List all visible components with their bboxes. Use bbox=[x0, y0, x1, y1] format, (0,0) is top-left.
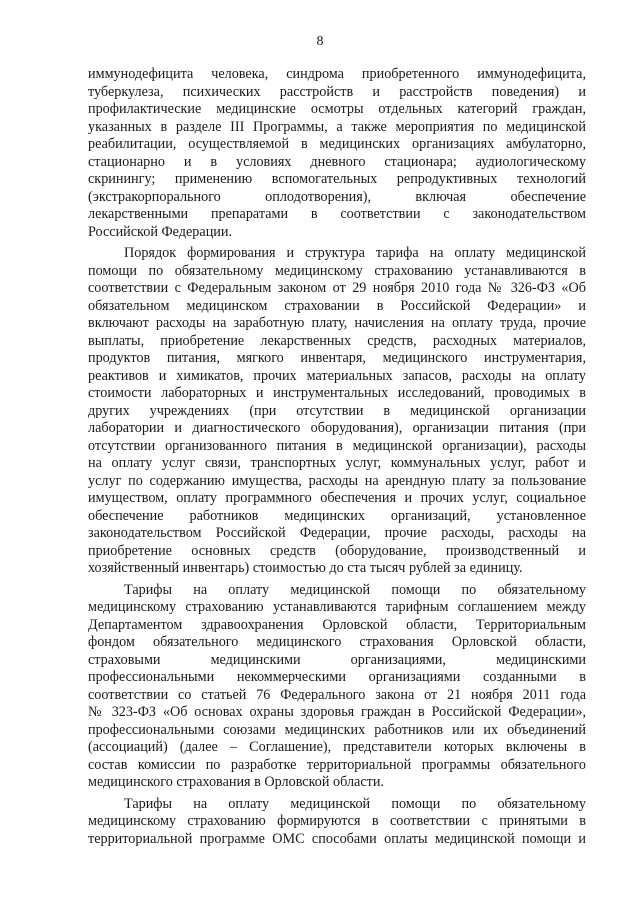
paragraph-1 bbox=[88, 66, 586, 241]
text-line: продуктов питания, мягкого инвентаря, медицинского инструментария, bbox=[88, 350, 586, 366]
text-line: состав комиссии по разработке территориальной программы обязательного bbox=[88, 756, 586, 773]
text-line: медицинскому страхованию устанавливаются тарифным соглашением между bbox=[88, 599, 586, 615]
text-line: стационарно и в условиях дневного стационара; аудиологическому bbox=[88, 153, 586, 170]
text-line: соответствии с Федеральным законом от 29 ноября 2010 года № 326-ФЗ «Об bbox=[88, 280, 586, 296]
text-line: помощи по обязательному медицинскому страхованию устанавливаются в bbox=[88, 262, 586, 279]
paragraph-2 bbox=[88, 245, 586, 578]
text-line: выплаты, приобретение лекарственных средств, расходных материалов, bbox=[88, 332, 586, 349]
text-line: Тарифы на оплату медицинской помощи по обязательному bbox=[124, 581, 586, 598]
text-line: услуг по содержанию имущества, расходы на арендную плату за пользование bbox=[88, 472, 586, 489]
paragraph-3 bbox=[88, 582, 586, 792]
text-line: скринингу; применению вспомогательных репродуктивных технологий bbox=[88, 171, 586, 187]
text-line: обязательном медицинском страховании в Российской Федерации» и bbox=[88, 297, 586, 314]
text-line: профилактические медицинские осмотры отдельных категорий граждан, bbox=[88, 101, 586, 117]
text-line: медицинского страхования в Орловской области. bbox=[88, 774, 384, 790]
text-line: Тарифы на оплату медицинской помощи по обязательному bbox=[124, 795, 586, 812]
text-line: других учреждениях (при отсутствии в медицинской организации bbox=[88, 402, 586, 419]
text-line: на оплату услуг связи, транспортных услуг, коммунальных услуг, работ и bbox=[88, 455, 586, 471]
text-line: Российской Федерации. bbox=[88, 223, 233, 240]
text-line: № 323-ФЗ «Об основах охраны здоровья граждан в Российской Федерации», bbox=[88, 704, 586, 720]
text-line: реактивов и химикатов, прочих материальных запасов, расходы на оплату bbox=[88, 367, 586, 384]
text-line: законодательством Российской Федерации, прочие расходы, расходы на bbox=[88, 525, 586, 541]
text-line: медицинскому страхованию формируются в соответствии с принятыми в bbox=[88, 813, 586, 829]
paragraph-4 bbox=[88, 796, 586, 849]
text-line: лекарственными препаратами в соответствии с законодательством bbox=[88, 206, 586, 222]
text-line: профессиональными союзами медицинских работников или их объединений bbox=[88, 721, 586, 738]
document-body bbox=[88, 66, 586, 848]
text-line: туберкулеза, психических расстройств и расстройств поведения) и bbox=[88, 83, 586, 100]
text-line: хозяйственный инвентарь) стоимостью до ста тысяч рублей за единицу. bbox=[88, 560, 523, 576]
text-line: иммунодефицита человека, синдрома приобретенного иммунодефицита, bbox=[88, 66, 586, 82]
text-line: профессиональными некоммерческими организациями созданными в bbox=[88, 669, 586, 685]
text-line: территориальной программе ОМС способами оплаты медицинской помощи и bbox=[88, 830, 586, 847]
text-line: отсутствии организованного питания в медицинской организации), расходы bbox=[88, 437, 586, 454]
text-line: страховыми медицинскими организациями, медицинскими bbox=[88, 651, 586, 668]
text-line: соответствии со статьей 76 Федерального закона от 21 ноября 2011 года bbox=[88, 686, 586, 703]
text-line: Департаментом здравоохранения Орловской области, Территориальным bbox=[88, 616, 586, 633]
text-line: включают расходы на заработную плату, начисления на оплату труда, прочие bbox=[88, 315, 586, 331]
text-line: обеспечение работников медицинских организаций, установленное bbox=[88, 507, 586, 524]
text-line: (экстракорпорального оплодотворения), включая обеспечение bbox=[88, 188, 586, 205]
text-line: лаборатории и диагностического оборудования), организации питания (при bbox=[88, 420, 586, 436]
text-line: указанных в разделе III Программы, а также мероприятия по медицинской bbox=[88, 118, 586, 135]
text-line: имуществом, оплату программного обеспечения и прочих услуг, социальное bbox=[88, 490, 586, 506]
text-line: фондом обязательного медицинского страхования Орловской области, bbox=[88, 634, 586, 650]
text-line: реабилитации, осуществляемой в медицинских организациях амбулаторно, bbox=[88, 136, 586, 152]
text-line: приобретение основных средств (оборудование, производственный и bbox=[88, 542, 586, 559]
text-line: (ассоциаций) (далее – Соглашение), представители которых включены в bbox=[88, 739, 586, 755]
text-line: стоимости лабораторных и инструментальных исследований, проводимых в bbox=[88, 385, 586, 401]
page-number: 8 bbox=[316, 34, 324, 49]
text-line: Порядок формирования и структура тарифа на оплату медицинской bbox=[124, 245, 586, 261]
